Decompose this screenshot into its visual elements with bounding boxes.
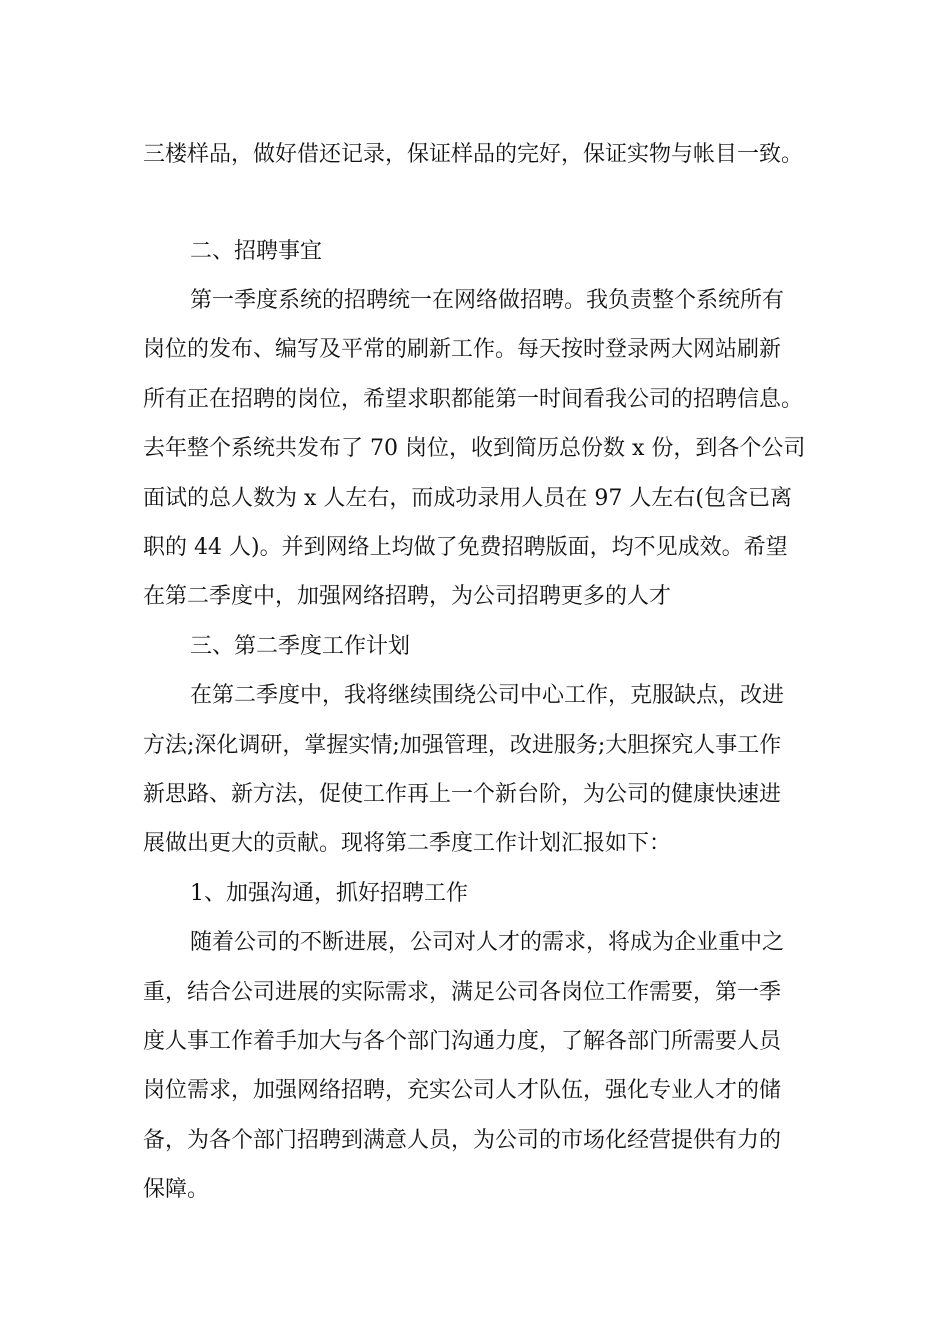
paragraph-line: 在第二季度中，加强网络招聘，为公司招聘更多的人才 <box>143 584 672 609</box>
paragraph-line: 度人事工作着手加大与各个部门沟通力度，了解各部门所需要人员 <box>143 1029 782 1054</box>
paragraph-line: 岗位需求，加强网络招聘，充实公司人才队伍，强化专业人才的储 <box>143 1078 782 1103</box>
section-heading: 三、第二季度工作计划 <box>190 634 411 659</box>
paragraph-line: 所有正在招聘的岗位，希望求职都能第一时间看我公司的招聘信息。 <box>143 387 804 412</box>
paragraph-line: 职的 44 人)。并到网络上均做了免费招聘版面，均不见成效。希望 <box>143 535 788 560</box>
paragraph-line: 方法;深化调研，掌握实情;加强管理，改进服务;大胆探究人事工作 <box>143 733 782 758</box>
paragraph-line: 去年整个系统共发布了 70 岗位，收到简历总份数 x 份，到各个公司 <box>143 436 806 461</box>
paragraph-line: 岗位的发布、编写及平常的刷新工作。每天按时登录两大网站刷新 <box>143 337 782 362</box>
paragraph-line: 随着公司的不断进展，公司对人才的需求，将成为企业重中之 <box>190 930 785 955</box>
paragraph-line: 重，结合公司进展的实际需求，满足公司各岗位工作需要，第一季 <box>143 980 782 1005</box>
paragraph-line: 备，为各个部门招聘到满意人员，为公司的市场化经营提供有力的 <box>143 1128 782 1153</box>
paragraph-line: 三楼样品，做好借还记录，保证样品的完好，保证实物与帐目一致。 <box>143 142 804 167</box>
paragraph-line: 第一季度系统的招聘统一在网络做招聘。我负责整个系统所有 <box>190 288 785 313</box>
paragraph-line: 面试的总人数为 x 人左右，而成功录用人员在 97 人左右(包含已离 <box>143 486 792 511</box>
section-heading: 二、招聘事宜 <box>190 239 323 264</box>
paragraph-line: 展做出更大的贡献。现将第二季度工作计划汇报如下： <box>143 831 672 856</box>
paragraph-line: 保障。 <box>143 1177 210 1202</box>
paragraph-line: 新思路、新方法，促使工作再上一个新台阶，为公司的健康快速进 <box>143 782 782 807</box>
item-heading: 1、加强沟通，抓好招聘工作 <box>190 881 468 906</box>
paragraph-line: 在第二季度中，我将继续围绕公司中心工作，克服缺点，改进 <box>190 683 785 708</box>
